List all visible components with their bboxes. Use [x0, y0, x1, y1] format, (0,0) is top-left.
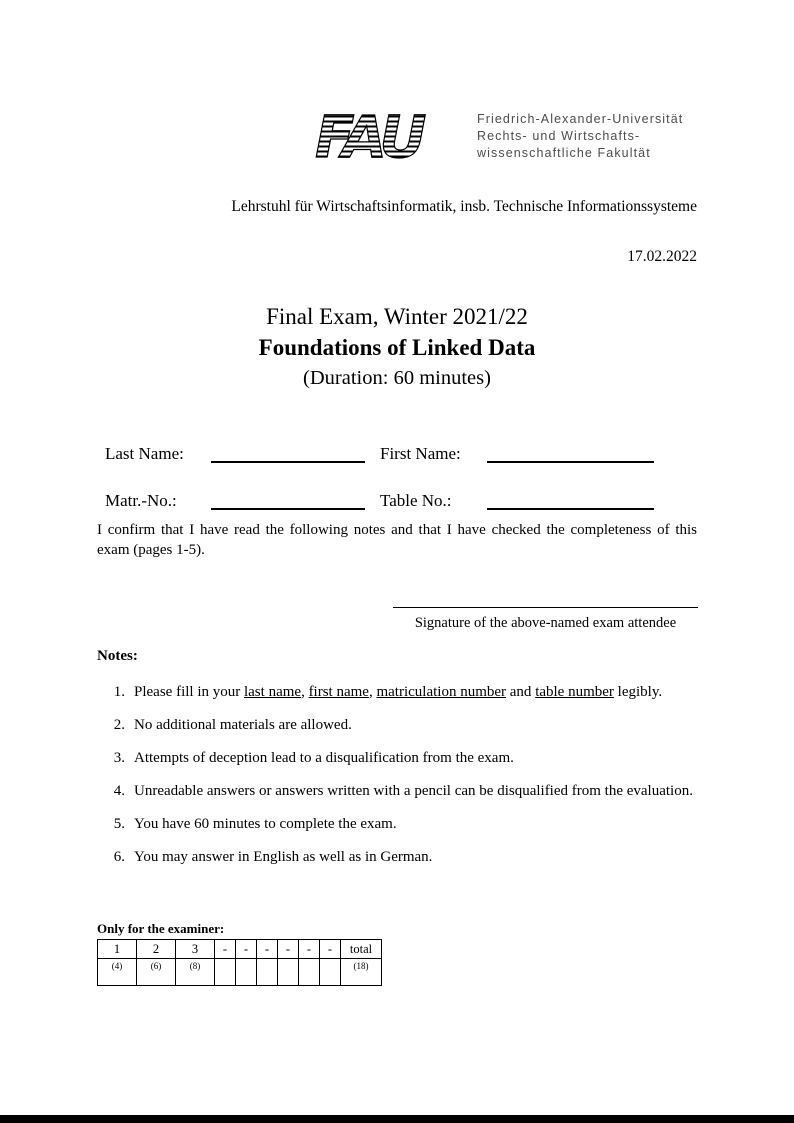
note1-sep2: , [368, 684, 377, 700]
note-item-2 [97, 715, 697, 735]
note-text: No additional materials are allowed. [134, 717, 352, 733]
note1-underline-last-name: last name [243, 684, 302, 700]
matr-no-label: Matr.-No.: [105, 491, 177, 510]
page-bottom-edge-bar [0, 1115, 794, 1123]
note-number: 2. [113, 717, 125, 733]
note1-underline-table-number: table number [535, 684, 614, 700]
exam-duration: (Duration: 60 minutes) [303, 367, 491, 389]
title-block [0, 301, 794, 394]
grading-col-task: - [215, 940, 236, 959]
table-no-line [487, 491, 654, 510]
grading-col-task: 3 [176, 940, 215, 959]
logo-faculty-line-2: wissenschaftliche Fakultät [477, 145, 651, 160]
note-number: 4. [113, 783, 125, 799]
fau-logo-block [313, 104, 683, 168]
grading-points-total-cell: (18) [341, 959, 382, 986]
matr-no-line [211, 491, 365, 510]
note1-underline-first-name: first name [308, 684, 369, 700]
note-number: 5. [113, 816, 125, 832]
grading-points-cell [215, 959, 236, 986]
note-text: You may answer in English as well as in German. [134, 849, 433, 865]
last-name-line [211, 444, 365, 463]
logo-faculty-line-1: Rechts- und Wirtschafts- [477, 128, 641, 143]
confirmation-text: I confirm that I have read the following notes and that I have checked the completeness of this exam (pages 1-5). [97, 522, 697, 558]
grading-col-task: - [299, 940, 320, 959]
note-item-4 [97, 781, 697, 801]
fau-letters: FAU [315, 104, 422, 168]
grading-col-task: - [236, 940, 257, 959]
signature-caption: Signature of the above-named exam attendee [414, 615, 677, 631]
note-text: You have 60 minutes to complete the exam. [134, 816, 397, 832]
last-name-label: Last Name: [105, 444, 184, 463]
exam-title-line1: Final Exam, Winter 2021/22 [266, 304, 528, 329]
fau-faculty-text [477, 111, 683, 162]
table-no-label: Table No.: [380, 491, 452, 510]
note-number: 3. [113, 750, 125, 766]
grading-col-total: total [341, 940, 382, 959]
grading-points-cell [236, 959, 257, 986]
grading-col-task: - [257, 940, 278, 959]
fau-logo-icon [313, 104, 463, 168]
examiner-heading: Only for the examiner: [97, 921, 225, 936]
exam-title-line2: Foundations of Linked Data [258, 335, 536, 360]
note-item-6 [97, 847, 697, 867]
grading-col-task: - [278, 940, 299, 959]
note-item-3 [97, 748, 697, 768]
first-name-line [487, 444, 654, 463]
note-item-5 [97, 814, 697, 834]
logo-university-line: Friedrich-Alexander-Universität [477, 111, 684, 126]
exam-date: 17.02.2022 [627, 248, 697, 265]
note1-sep1: , [301, 684, 309, 700]
notes-list [97, 682, 697, 880]
note1-underline-matriculation-number: matriculation number [376, 684, 507, 700]
grading-points-cell: (6) [137, 959, 176, 986]
grading-points-cell: (4) [98, 959, 137, 986]
grading-points-row [98, 959, 382, 986]
note-number: 6. [113, 849, 125, 865]
chair-name: Lehrstuhl für Wirtschaftsinformatik, insb. Technische Informationssysteme [231, 198, 697, 215]
note-text [134, 682, 697, 702]
grading-col-task: 2 [137, 940, 176, 959]
first-name-label: First Name: [380, 444, 461, 463]
signature-line [393, 607, 698, 608]
note-text: Unreadable answers or answers written with a pencil can be disqualified from the evaluation. [134, 783, 693, 799]
grading-points-cell [299, 959, 320, 986]
note-item-1 [97, 682, 697, 702]
note-text: Attempts of deception lead to a disqualification from the exam. [134, 750, 514, 766]
grading-points-cell [257, 959, 278, 986]
grading-col-task: 1 [98, 940, 137, 959]
grading-col-task: - [320, 940, 341, 959]
note1-pre: Please fill in your [134, 684, 244, 700]
grading-points-cell: (8) [176, 959, 215, 986]
examiner-grading-table [97, 939, 382, 986]
notes-heading: Notes: [97, 648, 138, 664]
note1-sep3: and [506, 684, 536, 700]
grading-points-cell [320, 959, 341, 986]
note-number: 1. [113, 684, 125, 700]
note1-post: legibly. [613, 684, 663, 700]
grading-header-row [98, 940, 382, 959]
grading-points-cell [278, 959, 299, 986]
